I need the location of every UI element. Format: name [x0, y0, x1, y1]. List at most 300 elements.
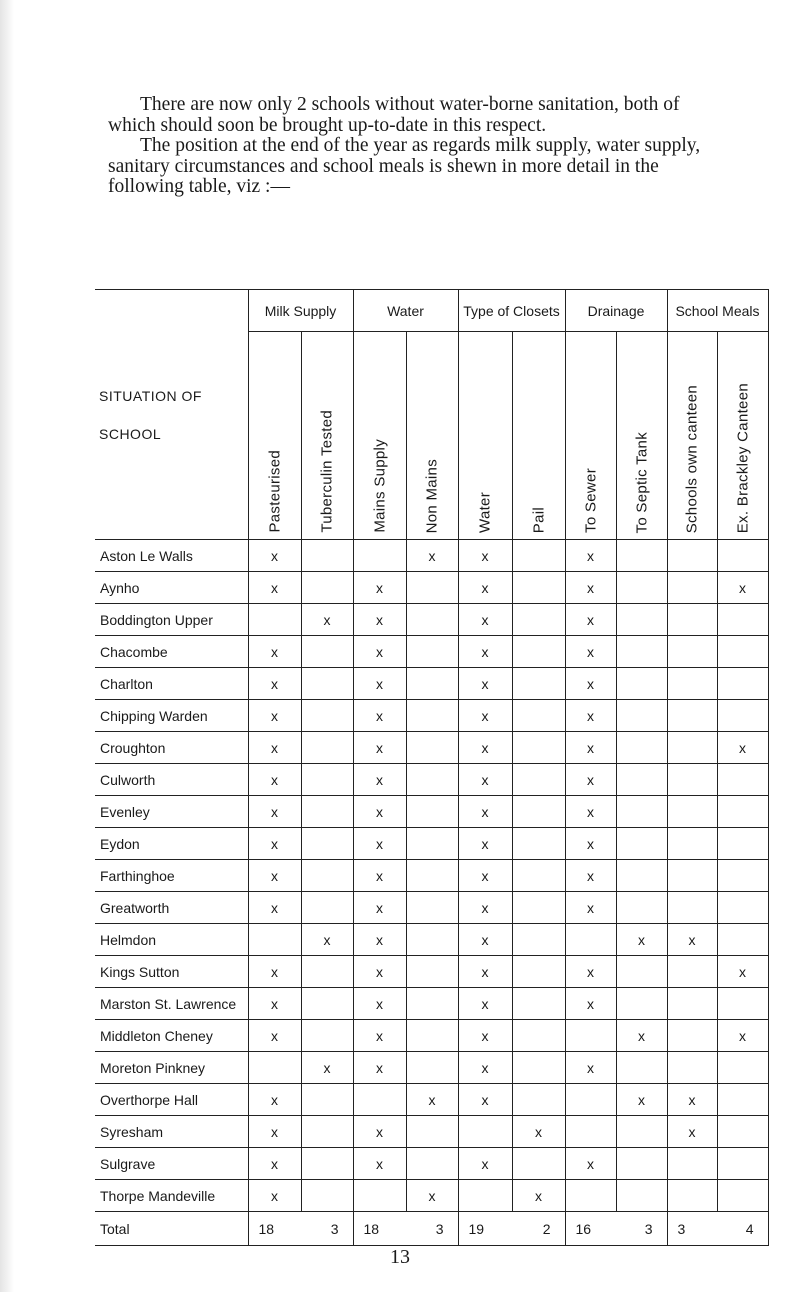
mark-cell: x — [353, 668, 406, 700]
mark-cell: x — [353, 572, 406, 604]
mark-cell: x — [248, 796, 301, 828]
table-row — [95, 1180, 768, 1212]
mark-cell — [301, 956, 353, 988]
mark-cell — [717, 700, 768, 732]
mark-cell — [406, 1052, 458, 1084]
mark-cell — [406, 764, 458, 796]
table-row — [95, 924, 768, 956]
mark-cell: x — [353, 636, 406, 668]
mark-cell: x — [717, 732, 768, 764]
mark-cell: x — [353, 1020, 406, 1052]
mark-cell — [406, 956, 458, 988]
total-cell — [667, 1212, 768, 1246]
group-header-school-meals: School Meals — [667, 290, 768, 332]
mark-cell: x — [353, 924, 406, 956]
mark-cell — [717, 1052, 768, 1084]
mark-cell: x — [458, 668, 512, 700]
mark-cell: x — [353, 700, 406, 732]
mark-cell — [301, 1180, 353, 1212]
mark-cell — [406, 1148, 458, 1180]
mark-cell: x — [458, 636, 512, 668]
mark-cell — [512, 1020, 565, 1052]
mark-cell — [667, 604, 717, 636]
mark-cell — [406, 700, 458, 732]
mark-cell — [512, 1148, 565, 1180]
mark-cell — [301, 828, 353, 860]
mark-cell: x — [565, 636, 616, 668]
subheader-cell — [248, 332, 301, 540]
mark-cell — [458, 1116, 512, 1148]
header-line-2: SCHOOL — [99, 425, 162, 442]
header-line-1: SITUATION OF — [99, 387, 202, 404]
mark-cell — [248, 604, 301, 636]
mark-cell: x — [565, 732, 616, 764]
total-value: 18 — [363, 1220, 380, 1237]
mark-cell — [512, 540, 565, 572]
total-row — [95, 1212, 768, 1246]
table-row — [95, 668, 768, 700]
mark-cell: x — [458, 924, 512, 956]
school-name: Greatworth — [95, 892, 248, 924]
school-name: Farthinghoe — [95, 860, 248, 892]
table-row — [95, 796, 768, 828]
group-header-water: Water — [353, 290, 458, 332]
mark-cell — [301, 700, 353, 732]
school-name: Aynho — [95, 572, 248, 604]
mark-cell: x — [458, 700, 512, 732]
mark-cell — [406, 732, 458, 764]
total-cell — [565, 1212, 667, 1246]
mark-cell: x — [353, 988, 406, 1020]
mark-cell: x — [353, 1148, 406, 1180]
total-value: 18 — [258, 1220, 275, 1237]
subheader-cell — [301, 332, 353, 540]
mark-cell — [717, 988, 768, 1020]
mark-cell: x — [353, 860, 406, 892]
mark-cell — [301, 892, 353, 924]
mark-cell — [616, 828, 667, 860]
total-pair — [354, 1221, 458, 1237]
mark-cell — [667, 988, 717, 1020]
mark-cell: x — [565, 796, 616, 828]
mark-cell: x — [353, 828, 406, 860]
mark-cell: x — [565, 956, 616, 988]
mark-cell — [406, 636, 458, 668]
mark-cell — [406, 828, 458, 860]
total-cell — [248, 1212, 353, 1246]
situation-of-school-header — [95, 290, 248, 540]
mark-cell — [616, 540, 667, 572]
mark-cell — [616, 636, 667, 668]
subheader-label: Pail — [530, 506, 547, 533]
mark-cell: x — [565, 1148, 616, 1180]
mark-cell — [512, 1052, 565, 1084]
mark-cell: x — [667, 1116, 717, 1148]
table-row — [95, 1052, 768, 1084]
subheader-label: Water — [476, 492, 494, 533]
subheader-label: Ex. Brackley Canteen — [734, 382, 751, 533]
mark-cell: x — [565, 572, 616, 604]
total-value: 3 — [644, 1220, 653, 1237]
school-name: Chipping Warden — [95, 700, 248, 732]
mark-cell — [301, 988, 353, 1020]
mark-cell — [458, 1180, 512, 1212]
mark-cell: x — [301, 924, 353, 956]
school-name: Sulgrave — [95, 1148, 248, 1180]
mark-cell — [301, 540, 353, 572]
mark-cell — [301, 1084, 353, 1116]
mark-cell: x — [717, 1020, 768, 1052]
mark-cell — [301, 668, 353, 700]
mark-cell — [512, 700, 565, 732]
school-name: Thorpe Mandeville — [95, 1180, 248, 1212]
school-name: Charlton — [95, 668, 248, 700]
mark-cell — [353, 1084, 406, 1116]
mark-cell: x — [458, 732, 512, 764]
total-value: 2 — [542, 1220, 551, 1237]
mark-cell — [667, 572, 717, 604]
subheader-cell — [458, 332, 512, 540]
mark-cell — [512, 796, 565, 828]
mark-cell — [301, 764, 353, 796]
mark-cell: x — [248, 540, 301, 572]
mark-cell — [512, 604, 565, 636]
school-name: Chacombe — [95, 636, 248, 668]
schools-sanitation-table — [95, 289, 769, 1246]
mark-cell — [353, 1180, 406, 1212]
mark-cell — [667, 796, 717, 828]
mark-cell: x — [458, 796, 512, 828]
mark-cell: x — [406, 1180, 458, 1212]
mark-cell — [717, 1116, 768, 1148]
mark-cell — [667, 700, 717, 732]
mark-cell — [565, 1084, 616, 1116]
mark-cell — [667, 636, 717, 668]
mark-cell: x — [458, 860, 512, 892]
mark-cell — [717, 764, 768, 796]
mark-cell — [616, 668, 667, 700]
mark-cell: x — [248, 1020, 301, 1052]
mark-cell — [616, 1052, 667, 1084]
mark-cell: x — [248, 828, 301, 860]
mark-cell: x — [406, 540, 458, 572]
table-row — [95, 956, 768, 988]
table-row — [95, 604, 768, 636]
mark-cell: x — [458, 540, 512, 572]
mark-cell: x — [248, 892, 301, 924]
subheader-cell — [616, 332, 667, 540]
subheader-label: To Sewer — [582, 468, 599, 533]
subheader-cell — [667, 332, 717, 540]
mark-cell — [717, 892, 768, 924]
table-row — [95, 700, 768, 732]
mark-cell — [667, 892, 717, 924]
mark-cell: x — [353, 732, 406, 764]
subheader-label: Tuberculin Tested — [318, 410, 336, 533]
mark-cell: x — [353, 1052, 406, 1084]
group-header-milk-supply: Milk Supply — [248, 290, 353, 332]
mark-cell — [717, 668, 768, 700]
mark-cell — [565, 1020, 616, 1052]
mark-cell — [616, 1148, 667, 1180]
mark-cell — [667, 956, 717, 988]
total-value: 3 — [330, 1220, 339, 1237]
mark-cell — [512, 668, 565, 700]
subheader-label: Non Mains — [423, 458, 441, 533]
mark-cell: x — [248, 732, 301, 764]
mark-cell — [717, 604, 768, 636]
mark-cell — [717, 1084, 768, 1116]
mark-cell — [301, 1116, 353, 1148]
mark-cell: x — [616, 924, 667, 956]
mark-cell — [565, 1116, 616, 1148]
mark-cell: x — [565, 828, 616, 860]
mark-cell — [717, 828, 768, 860]
total-value: 3 — [677, 1220, 686, 1237]
page-number: 13 — [390, 1246, 410, 1268]
mark-cell — [616, 700, 667, 732]
mark-cell: x — [301, 604, 353, 636]
mark-cell: x — [248, 988, 301, 1020]
mark-cell — [512, 924, 565, 956]
mark-cell — [717, 1180, 768, 1212]
school-name: Syresham — [95, 1116, 248, 1148]
subheader-cell — [565, 332, 616, 540]
school-name: Boddington Upper — [95, 604, 248, 636]
mark-cell: x — [353, 764, 406, 796]
mark-cell — [406, 796, 458, 828]
mark-cell: x — [406, 1084, 458, 1116]
mark-cell — [512, 892, 565, 924]
mark-cell: x — [717, 956, 768, 988]
mark-cell: x — [565, 764, 616, 796]
mark-cell — [301, 796, 353, 828]
mark-cell — [616, 892, 667, 924]
table-row — [95, 636, 768, 668]
mark-cell: x — [458, 1052, 512, 1084]
mark-cell — [667, 1148, 717, 1180]
mark-cell — [248, 924, 301, 956]
mark-cell: x — [512, 1116, 565, 1148]
mark-cell — [406, 1020, 458, 1052]
mark-cell — [406, 572, 458, 604]
mark-cell: x — [458, 604, 512, 636]
mark-cell: x — [458, 828, 512, 860]
mark-cell — [667, 1180, 717, 1212]
mark-cell — [667, 764, 717, 796]
mark-cell: x — [565, 700, 616, 732]
intro-paragraph-2: The position at the end of the year as regards milk supply, water supply, sanitary circumstances and school meals is shewn in more detail in the following table, viz :— — [108, 135, 701, 197]
mark-cell — [717, 540, 768, 572]
mark-cell — [667, 1052, 717, 1084]
subheader-label: Schools own canteen — [683, 384, 701, 533]
table-row — [95, 892, 768, 924]
mark-cell: x — [248, 668, 301, 700]
mark-cell — [667, 732, 717, 764]
school-name: Eydon — [95, 828, 248, 860]
mark-cell: x — [248, 1180, 301, 1212]
mark-cell — [248, 1052, 301, 1084]
mark-cell: x — [353, 892, 406, 924]
school-name: Culworth — [95, 764, 248, 796]
mark-cell: x — [458, 956, 512, 988]
mark-cell — [512, 572, 565, 604]
school-name: Aston Le Walls — [95, 540, 248, 572]
mark-cell — [301, 572, 353, 604]
mark-cell: x — [512, 1180, 565, 1212]
mark-cell — [616, 956, 667, 988]
school-name: Marston St. Lawrence — [95, 988, 248, 1020]
subheader-label: Mains Supply — [371, 439, 388, 533]
subheader-cell — [353, 332, 406, 540]
mark-cell — [717, 1148, 768, 1180]
table-row — [95, 572, 768, 604]
mark-cell — [667, 828, 717, 860]
mark-cell — [301, 636, 353, 668]
total-cell — [353, 1212, 458, 1246]
mark-cell — [616, 988, 667, 1020]
mark-cell: x — [458, 1084, 512, 1116]
mark-cell: x — [353, 604, 406, 636]
mark-cell: x — [248, 636, 301, 668]
table-row — [95, 828, 768, 860]
intro-text — [108, 95, 708, 198]
mark-cell: x — [248, 956, 301, 988]
school-name: Middleton Cheney — [95, 1020, 248, 1052]
table-row — [95, 1148, 768, 1180]
mark-cell: x — [667, 924, 717, 956]
school-name: Evenley — [95, 796, 248, 828]
mark-cell — [512, 956, 565, 988]
mark-cell — [353, 540, 406, 572]
mark-cell — [616, 572, 667, 604]
mark-cell: x — [301, 1052, 353, 1084]
mark-cell — [616, 860, 667, 892]
mark-cell: x — [616, 1084, 667, 1116]
subheader-cell — [717, 332, 768, 540]
table-row — [95, 764, 768, 796]
mark-cell: x — [565, 1052, 616, 1084]
mark-cell — [667, 668, 717, 700]
mark-cell: x — [248, 1116, 301, 1148]
table-row — [95, 1116, 768, 1148]
mark-cell — [667, 1020, 717, 1052]
mark-cell: x — [565, 540, 616, 572]
mark-cell — [717, 860, 768, 892]
mark-cell — [301, 1020, 353, 1052]
total-value: 4 — [745, 1220, 754, 1237]
mark-cell — [512, 860, 565, 892]
mark-cell — [717, 924, 768, 956]
mark-cell: x — [667, 1084, 717, 1116]
mark-cell — [406, 988, 458, 1020]
mark-cell: x — [565, 668, 616, 700]
table-row — [95, 860, 768, 892]
mark-cell — [616, 604, 667, 636]
mark-cell — [406, 924, 458, 956]
mark-cell — [565, 1180, 616, 1212]
school-name: Overthorpe Hall — [95, 1084, 248, 1116]
mark-cell — [616, 796, 667, 828]
mark-cell: x — [248, 860, 301, 892]
mark-cell — [512, 988, 565, 1020]
mark-cell — [406, 1116, 458, 1148]
mark-cell: x — [248, 700, 301, 732]
school-name: Kings Sutton — [95, 956, 248, 988]
mark-cell — [512, 828, 565, 860]
mark-cell: x — [458, 988, 512, 1020]
mark-cell: x — [458, 572, 512, 604]
mark-cell — [301, 1148, 353, 1180]
subheader-label: To Septic Tank — [633, 431, 650, 533]
total-pair — [249, 1221, 353, 1237]
mark-cell — [406, 668, 458, 700]
mark-cell — [406, 604, 458, 636]
total-label: Total — [95, 1212, 248, 1246]
mark-cell: x — [248, 1148, 301, 1180]
table-row — [95, 988, 768, 1020]
mark-cell — [512, 1084, 565, 1116]
subheader-cell — [406, 332, 458, 540]
mark-cell — [406, 860, 458, 892]
mark-cell: x — [458, 1148, 512, 1180]
table-row — [95, 732, 768, 764]
group-header-type-of-closets: Type of Closets — [458, 290, 565, 332]
school-name: Helmdon — [95, 924, 248, 956]
mark-cell — [565, 924, 616, 956]
mark-cell: x — [353, 956, 406, 988]
mark-cell — [512, 764, 565, 796]
mark-cell: x — [565, 604, 616, 636]
mark-cell: x — [458, 892, 512, 924]
mark-cell: x — [248, 572, 301, 604]
mark-cell: x — [565, 988, 616, 1020]
subheader-cell — [512, 332, 565, 540]
intro-paragraph-1: There are now only 2 schools without water-borne sanitation, both of which should soon be brought up-to-date in this respect. — [108, 94, 680, 136]
mark-cell — [616, 764, 667, 796]
mark-cell — [717, 796, 768, 828]
total-pair — [668, 1221, 768, 1237]
total-cell — [458, 1212, 565, 1246]
mark-cell — [616, 1116, 667, 1148]
mark-cell — [616, 732, 667, 764]
total-value: 16 — [575, 1220, 592, 1237]
total-pair — [566, 1221, 667, 1237]
group-header-drainage: Drainage — [565, 290, 667, 332]
mark-cell: x — [565, 860, 616, 892]
mark-cell: x — [458, 1020, 512, 1052]
mark-cell: x — [717, 572, 768, 604]
table-row — [95, 1020, 768, 1052]
total-value: 19 — [468, 1220, 485, 1237]
mark-cell: x — [248, 1084, 301, 1116]
mark-cell: x — [353, 1116, 406, 1148]
mark-cell — [667, 860, 717, 892]
school-name: Moreton Pinkney — [95, 1052, 248, 1084]
school-name: Croughton — [95, 732, 248, 764]
mark-cell: x — [616, 1020, 667, 1052]
page-edge-shadow — [0, 0, 14, 1292]
mark-cell — [717, 636, 768, 668]
mark-cell: x — [248, 764, 301, 796]
mark-cell — [512, 636, 565, 668]
total-pair — [459, 1221, 565, 1237]
table-row — [95, 1084, 768, 1116]
mark-cell — [406, 892, 458, 924]
mark-cell — [616, 1180, 667, 1212]
mark-cell — [301, 860, 353, 892]
total-value: 3 — [435, 1220, 444, 1237]
